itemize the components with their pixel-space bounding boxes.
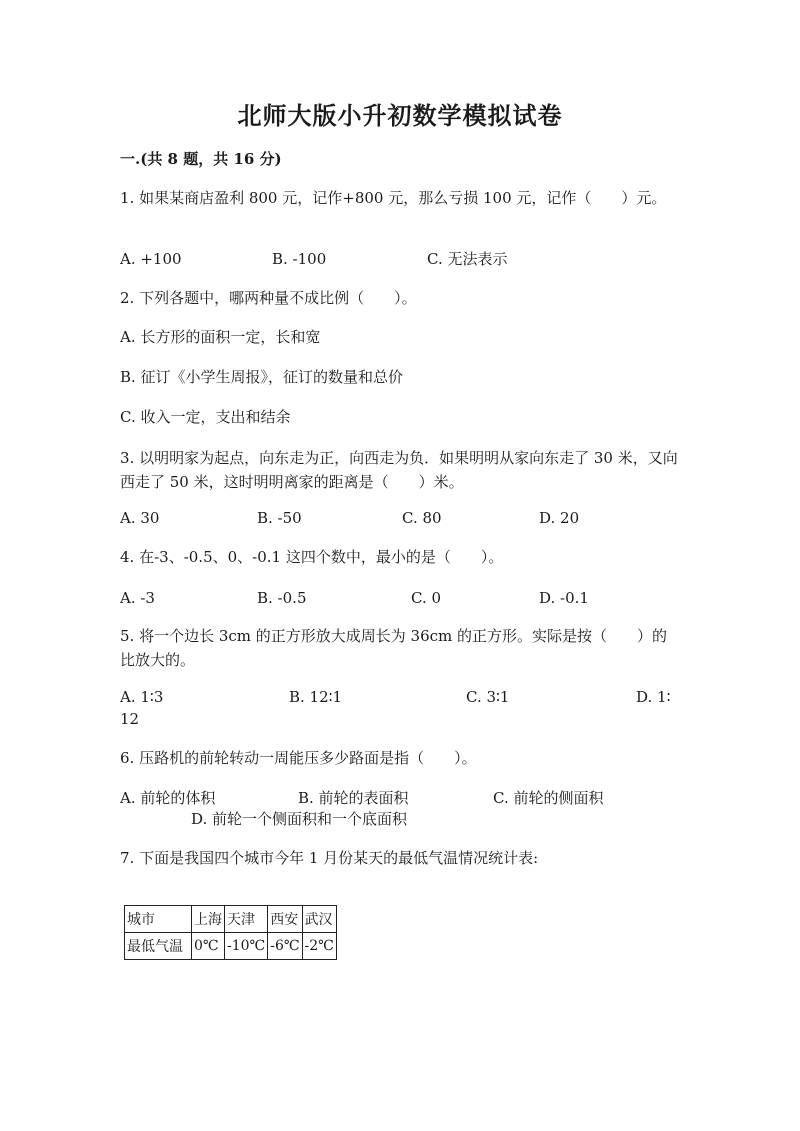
table-cell: 最低气温 <box>125 933 192 960</box>
q4-option-a: A. -3 <box>120 589 155 607</box>
q6-option-c: C. 前轮的侧面积 <box>493 789 604 807</box>
q5-option-c: C. 3∶1 <box>466 688 510 706</box>
question-4: 4. 在-3、-0.5、0、-0.1 这四个数中，最小的是（ ）。 <box>120 548 504 566</box>
question-6: 6. 压路机的前轮转动一周能压多少路面是指（ ）。 <box>120 749 477 767</box>
q6-option-a: A. 前轮的体积 <box>120 789 216 807</box>
table-row <box>125 933 337 960</box>
q2-option-b: B. 征订《小学生周报》，征订的数量和总价 <box>120 368 404 386</box>
q1-option-b: B. -100 <box>272 250 327 268</box>
q3-option-a: A. 30 <box>120 509 160 527</box>
question-5: 5. 将一个边长 3cm 的正方形放大成周长为 36cm 的正方形。实际是按（ ）的比放大的。 <box>120 627 668 669</box>
q2-option-c: C. 收入一定，支出和结余 <box>120 408 291 426</box>
q4-option-d: D. -0.1 <box>539 589 589 607</box>
q5-option-b: B. 12∶1 <box>289 688 343 706</box>
table-cell: -10℃ <box>225 933 268 960</box>
q6-option-b: B. 前轮的表面积 <box>298 789 409 807</box>
table-cell: 西安 <box>268 906 302 933</box>
q4-option-c: C. 0 <box>411 589 442 607</box>
q4-option-b: B. -0.5 <box>257 589 307 607</box>
table-cell: -6℃ <box>268 933 302 960</box>
q3-option-d: D. 20 <box>539 509 580 527</box>
table-cell: 天津 <box>225 906 268 933</box>
q5-option-d-continued: 12 <box>120 710 140 728</box>
page-title: 北师大版小升初数学模拟试卷 <box>237 101 563 130</box>
q3-option-c: C. 80 <box>402 509 442 527</box>
table-cell: 上海 <box>192 906 225 933</box>
q3-option-b: B. -50 <box>257 509 302 527</box>
table-row <box>125 906 337 933</box>
table-cell: -2℃ <box>302 933 336 960</box>
question-3: 3. 以明明家为起点，向东走为正，向西走为负．如果明明从家向东走了 30 米，又向西走了 50 米，这时明明离家的距离是（ ）米。 <box>120 449 678 491</box>
table-cell: 武汉 <box>302 906 336 933</box>
section-heading: 一.(共 8 题，共 16 分) <box>120 150 282 168</box>
question-7: 7. 下面是我国四个城市今年 1 月份某天的最低气温情况统计表: <box>120 849 539 867</box>
table-cell: 城市 <box>125 906 192 933</box>
q6-option-d: D. 前轮一个侧面积和一个底面积 <box>191 810 408 828</box>
question-1: 1. 如果某商店盈利 800 元，记作+800 元，那么亏损 100 元，记作（ ）元。 <box>120 189 667 207</box>
q5-option-d: D. 1∶ <box>636 688 671 706</box>
q1-option-c: C. 无法表示 <box>427 250 508 268</box>
q2-option-a: A. 长方形的面积一定，长和宽 <box>120 328 321 346</box>
table-cell: 0℃ <box>192 933 225 960</box>
temperature-table <box>124 905 337 960</box>
question-2: 2. 下列各题中，哪两种量不成比例（ ）。 <box>120 289 417 307</box>
q1-option-a: A. +100 <box>120 250 182 268</box>
q5-option-a: A. 1∶3 <box>120 688 164 706</box>
